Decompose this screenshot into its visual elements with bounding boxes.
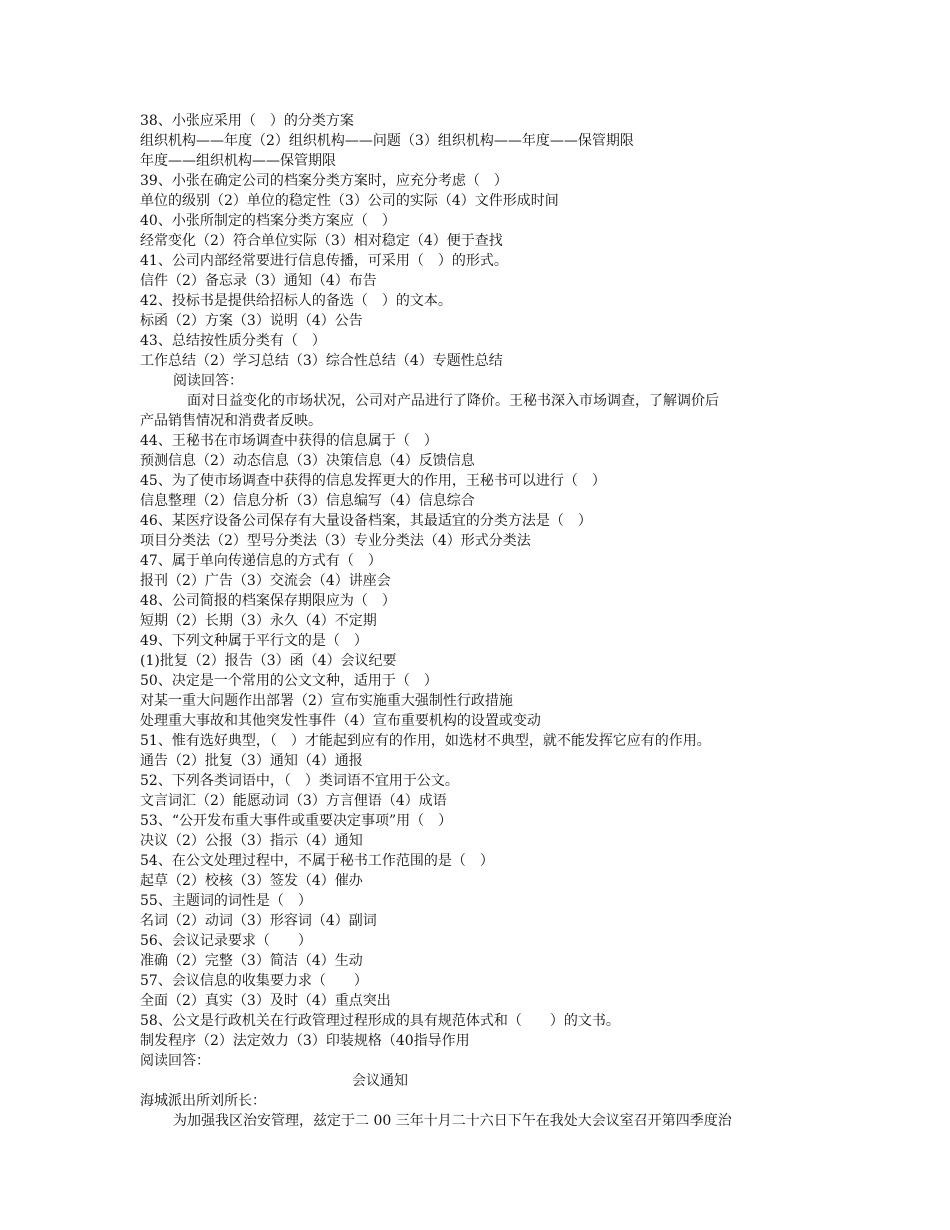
text-line: 52、下列各类词语中，（ ）类词语不宜用于公文。 xyxy=(140,773,459,789)
text-line: 51、惟有选好典型，（ ）才能起到应有的作用，如选材不典型，就不能发挥它应有的作用。 xyxy=(140,733,711,749)
text-line: 信息整理（2）信息分析（3）信息编写（4）信息综合 xyxy=(140,493,475,509)
text-line: 53、“公开发布重大事件或重要决定事项”用（ ） xyxy=(140,813,453,829)
text-line: 文言词汇（2）能愿动词（3）方言俚语（4）成语 xyxy=(140,793,447,809)
text-line: 阅读回答： xyxy=(140,1053,210,1069)
text-line: 46、某医疗设备公司保存有大量设备档案，其最适宜的分类方法是（ ） xyxy=(140,513,592,529)
text-line: 海城派出所刘所长： xyxy=(140,1093,266,1109)
text-line: 43、总结按性质分类有（ ） xyxy=(140,333,326,349)
text-line: 58、公文是行政机关在行政管理过程形成的具有规范体式和（ ）的文书。 xyxy=(140,1013,620,1029)
text-line: 54、在公文处理过程中，不属于秘书工作范围的是（ ） xyxy=(140,853,494,869)
text-line: 准确（2）完整（3）简洁（4）生动 xyxy=(140,953,363,969)
document-page xyxy=(140,111,830,1131)
text-line: 对某一重大问题作出部署（2）宣布实施重大强制性行政措施 xyxy=(140,693,513,709)
text-line: 57、会议信息的收集要力求（ ） xyxy=(140,973,368,989)
text-line: 55、主题词的词性是（ ） xyxy=(140,893,312,909)
text-line: 47、属于单向传递信息的方式有（ ） xyxy=(140,553,382,569)
text-line: 42、投标书是提供给招标人的备选（ ）的文本。 xyxy=(140,293,452,309)
text-line: 信件（2）备忘录（3）通知（4）布告 xyxy=(140,273,377,289)
text-line: 产品销售情况和消费者反映。 xyxy=(140,413,322,429)
text-line: 为加强我区治安管理，兹定于二 00 三年十月二十六日下午在我处大会议室召开第四季度治 xyxy=(173,1113,732,1129)
text-line: 面对日益变化的市场状况，公司对产品进行了降价。王秘书深入市场调查，了解调价后 xyxy=(187,393,719,409)
text-line: 标函（2）方案（3）说明（4）公告 xyxy=(140,313,363,329)
text-line: 决议（2）公报（3）指示（4）通知 xyxy=(140,833,363,849)
text-line: 48、公司简报的档案保存期限应为（ ） xyxy=(140,593,396,609)
text-line: 会议通知 xyxy=(352,1073,408,1089)
text-line: 制发程序（2）法定效力（3）印装规格（40指导作用 xyxy=(140,1033,470,1049)
text-line: 预测信息（2）动态信息（3）决策信息（4）反馈信息 xyxy=(140,453,475,469)
text-line: 通告（2）批复（3）通知（4）通报 xyxy=(140,753,363,769)
text-line: 阅读回答： xyxy=(173,373,243,389)
text-line: 年度——组织机构——保管期限 xyxy=(140,153,336,169)
text-line: 组织机构——年度（2）组织机构——问题（3）组织机构——年度——保管期限 xyxy=(140,133,634,149)
text-line: 44、王秘书在市场调查中获得的信息属于（ ） xyxy=(140,433,438,449)
text-line: 40、小张所制定的档案分类方案应（ ） xyxy=(140,213,396,229)
text-line: 经常变化（2）符合单位实际（3）相对稳定（4）便于查找 xyxy=(140,233,503,249)
text-line: (1)批复（2）报告（3）函（4）会议纪要 xyxy=(140,653,397,669)
text-line: 49、下列文种属于平行文的是（ ） xyxy=(140,633,368,649)
text-line: 全面（2）真实（3）及时（4）重点突出 xyxy=(140,993,391,1009)
text-line: 短期（2）长期（3）永久（4）不定期 xyxy=(140,613,377,629)
text-line: 报刊（2）广告（3）交流会（4）讲座会 xyxy=(140,573,391,589)
text-line: 41、公司内部经常要进行信息传播，可采用（ ）的形式。 xyxy=(140,253,508,269)
text-line: 单位的级别（2）单位的稳定性（3）公司的实际（4）文件形成时间 xyxy=(140,193,559,209)
text-line: 工作总结（2）学习总结（3）综合性总结（4）专题性总结 xyxy=(140,353,503,369)
text-line: 39、小张在确定公司的档案分类方案时，应充分考虑（ ） xyxy=(140,173,508,189)
text-line: 38、小张应采用（ ）的分类方案 xyxy=(140,113,354,129)
text-line: 56、会议记录要求（ ） xyxy=(140,933,312,949)
text-line: 50、决定是一个常用的公文文种，适用于（ ） xyxy=(140,673,438,689)
text-line: 处理重大事故和其他突发性事件（4）宣布重要机构的设置或变动 xyxy=(140,713,541,729)
text-line: 起草（2）校核（3）签发（4）催办 xyxy=(140,873,363,889)
text-line: 项目分类法（2）型号分类法（3）专业分类法（4）形式分类法 xyxy=(140,533,531,549)
text-line: 名词（2）动词（3）形容词（4）副词 xyxy=(140,913,377,929)
text-line: 45、为了使市场调查中获得的信息发挥更大的作用，王秘书可以进行（ ） xyxy=(140,473,606,489)
